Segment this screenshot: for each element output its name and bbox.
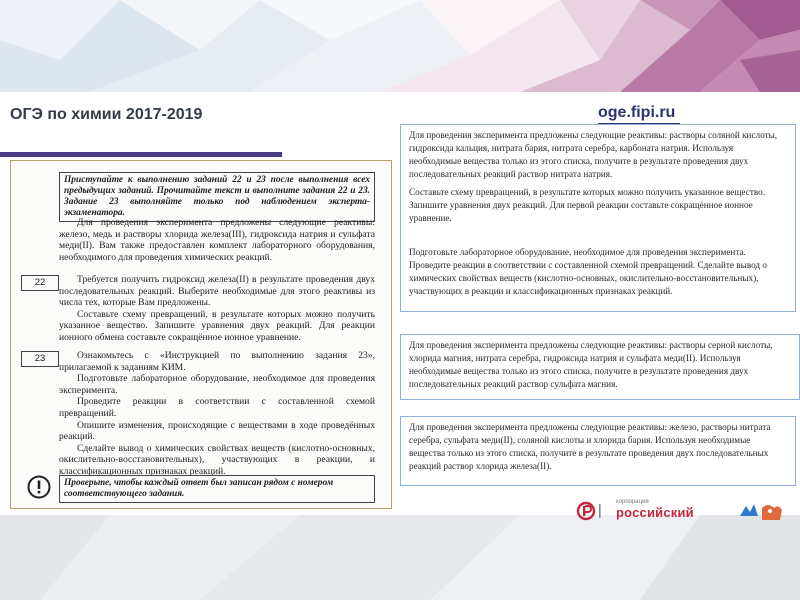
instruction-box: Приступайте к выполнению заданий 22 и 23 после выполнения всех предыдущих заданий. Прочитайте текст и выполните задания 22 и 23. Задание 23 выполняйте только под наблюдением эксперта-экзаменатора. — [59, 172, 375, 222]
warning-box: Проверьте, чтобы каждый ответ был записан рядом с номером соответствующего задания. — [59, 475, 375, 503]
task-number-22: 22 — [21, 275, 59, 291]
task-box-1 — [400, 124, 796, 312]
task-box-3 — [400, 416, 796, 486]
slide-title: ОГЭ по химии 2017-2019 — [10, 106, 203, 123]
logo-big-text: российский — [616, 505, 694, 520]
logo-mark-icon — [576, 501, 612, 521]
task-23-paragraph-3: Проведите реакции в соответствии с составленной схемой превращений. — [59, 396, 375, 419]
logo-small-text: корпорация — [616, 499, 649, 505]
task-box-1-paragraph-3: Подготовьте лабораторное оборудование, необходимое для проведения эксперимента. Проведите реакции в соответствии с составленной схемой превращений. Сделайте вывод о химических свойствах веществ (кислотно-основных, окислительно-восстановительных), участвующих в реакции и классификационных признаках реакций. — [409, 247, 767, 296]
task-23-paragraph-2: Подготовьте лабораторное оборудование, необходимое для проведения эксперимента. — [59, 373, 375, 396]
exam-document-scan — [10, 160, 392, 509]
title-underline — [0, 152, 282, 157]
banner-shapes — [0, 0, 800, 92]
task-box-3-paragraph-1: Для проведения эксперимента предложены следующие реактивы: железо, растворы нитрата серебра, сульфата меди(II), соляной кислоты и хлорида бария. Используя необходимые вещества только из этого списка, получите в результате проведения двух последовательных реакций раствор хлорида железа(II). — [409, 422, 771, 471]
footer-shapes — [0, 515, 800, 600]
task-22-text — [59, 274, 375, 344]
task-box-1-paragraph-1: Для проведения эксперимента предложены следующие реактивы: растворы соляной кислоты, гидроксида кальция, нитрата бария, нитрата серебра, карбоната натрия. Используя необходимые вещества только из этого списка, получите в результате проведения двух последовательных реакций раствор нитрата натрия. — [409, 130, 778, 179]
site-link[interactable]: oge.fipi.ru — [598, 104, 676, 121]
corporation-logo — [576, 499, 736, 521]
decorative-banner — [0, 0, 800, 92]
intro-paragraph: Для проведения эксперимента предложены следующие реактивы: железо, медь и растворы хлорида железа(III), гидроксида натрия и сульфата меди(II). Вам также предоставлен комплект лабораторного оборудования, необходимого для проведения химических реакций. — [59, 217, 375, 263]
task-23-paragraph-5: Сделайте вывод о химических свойствах веществ (кислотно-основных, окислительно-восстановительных), участвующих в реакции, и классификационных признаках реакций. — [59, 442, 375, 477]
task-box-2 — [400, 334, 800, 400]
task-number-23: 23 — [21, 351, 59, 367]
task-22-paragraph-2: Составьте схему превращений, в результате которых можно получить указанное вещество. Запишите уравнения двух реакций. Для реакции ионного обмена составьте сокращённое ионное уравнение. — [59, 308, 375, 343]
footer-band — [0, 515, 800, 600]
task-23-paragraph-4: Опишите изменения, происходящие с веществами в ходе проведённых реакций. — [59, 419, 375, 443]
task-box-2-paragraph-1: Для проведения эксперимента предложены следующие реактивы: растворы серной кислоты, хлорида магния, нитрата серебра, гидроксида натрия и сульфата меди(II). Используя необходимые вещества только из этого списка, получите в результате проведения двух последовательных реакций раствор сульфата магния. — [409, 340, 773, 389]
task-23-paragraph-1: Ознакомьтесь с «Инструкцией по выполнению задания 23», прилагаемой к заданиям КИМ. — [59, 350, 375, 373]
warning-icon — [27, 475, 51, 499]
task-box-1-paragraph-2: Составьте схему превращений, в результате которых можно получить указанное вещество. Запишите уравнения двух реакций. Для первой реакции составьте сокращённое ионное уравнение. — [409, 187, 765, 223]
mascot-icon — [736, 500, 788, 520]
task-23-text — [59, 350, 375, 478]
task-22-paragraph-1: Требуется получить гидроксид железа(II) в результате проведения двух последовательных реакций. Выберите необходимые для этого реактивы из числа тех, которые Вам предложены. — [59, 274, 375, 309]
